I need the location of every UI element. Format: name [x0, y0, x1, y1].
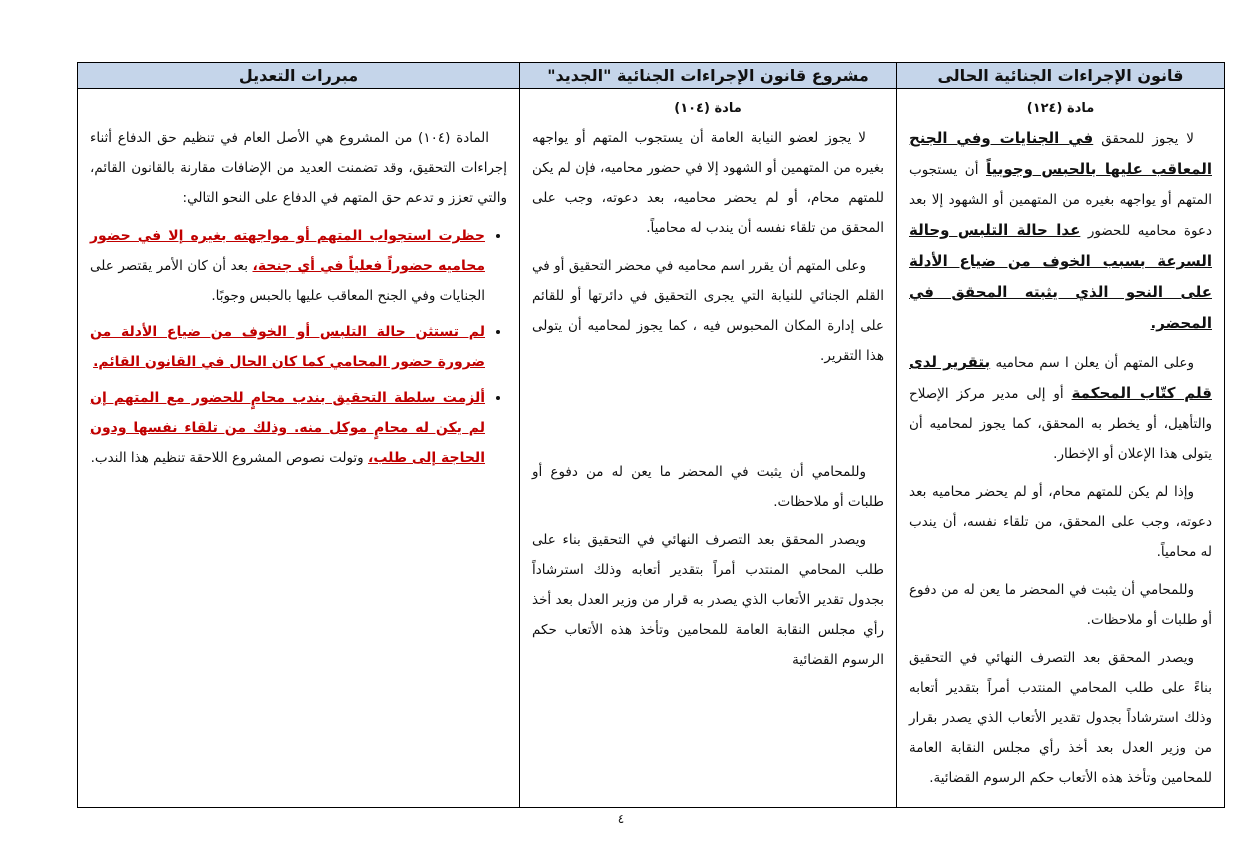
emphasis: لم تستثن حالة التلبس أو الخوف من ضياع الأدلة من ضرورة حضور المحامي كما كان الحال في القانون القائم. [90, 324, 485, 370]
comparison-table [77, 62, 1225, 808]
article-number: مادة (١٢٤) [1026, 101, 1095, 116]
table-header-row [78, 63, 1224, 89]
list-item: • حظرت استجواب المتهم أو مواجهته بغيره إلا في حضور محاميه حضوراً فعلياً في أي جنحة، بعد أن كان الأمر يقتصر على الجنايات وفي الجنح المعاقب عليها بالحبس وجوبًا. [90, 221, 485, 311]
paragraph: لا يجوز لعضو النيابة العامة أن يستجوب المتهم أو يواجهه بغيره من المتهمين أو الشهود إلا في حضور محاميه، فإن لم يكن للمتهم محام، أو لم يحضر محاميه، بعد دعوته، وجب على المحقق من تلقاء نفسه أن يندب له محامياً. [532, 130, 884, 236]
emphasis: حظرت استجواب المتهم أو مواجهته بغيره إلا في حضور محاميه حضوراً فعلياً في أي جنحة، [90, 228, 485, 274]
header-draft-law: مشروع قانون الإجراءات الجنائية "الجديد" [519, 63, 896, 88]
intro-paragraph: المادة (١٠٤) من المشروع هي الأصل العام في تنظيم حق الدفاع أثناء إجراءات التحقيق، وقد تضمنت العديد من الإضافات مقارنة بالقانون القائم، والتي تعزز و تدعم حق المتهم في الدفاع على النحو التالي: [90, 130, 507, 206]
justifications-cell [78, 89, 519, 807]
justification-list [90, 221, 507, 473]
header-current-law: قانون الإجراءات الجنائية الحالى [896, 63, 1224, 88]
emphasis: في الجنايات وفي الجنح المعاقب عليها بالحبس وجوبياً [909, 129, 1212, 178]
paragraph: ويصدر المحقق بعد التصرف النهائي في التحقيق بناءً على طلب المحامي المنتدب أمراً بتقدير أتعابه وذلك استرشاداً بجدول تقدير الأتعاب الذي يصدر بقرار من وزير العدل بعد أخذ رأي مجلس النقابة العامة للمحامين وتأخذ هذه الأتعاب حكم الرسوم القضائية. [909, 650, 1212, 786]
paragraph: ويصدر المحقق بعد التصرف النهائي في التحقيق بناء على طلب المحامي المنتدب أمراً بتقدير أتعابه وذلك استرشاداً بجدول تقدير الأتعاب الذي يصدر به قرار من وزير العدل بعد أخذ رأي مجلس النقابة العامة للمحامين وتأخذ هذه الأتعاب حكم الرسوم القضائية [532, 532, 884, 668]
draft-law-cell [519, 89, 896, 807]
paragraph: وللمحامي أن يثبت في المحضر ما يعن له من دفوع أو طلبات أو ملاحظات. [909, 582, 1212, 628]
current-law-cell [896, 89, 1224, 807]
paragraph: لا يجوز للمحقق في الجنايات وفي الجنح المعاقب عليها بالحبس وجوبياً أن يستجوب المتهم أو يواجهه بغيره من المتهمين أو الشهود إلا بعد دعوة محاميه للحضور عدا حالة التلبس وحالة السرعة بسبب الخوف من ضياع الأدلة على النحو الذي يثبته المحقق في المحضر. [909, 129, 1213, 332]
emphasis: بتقرير لدى قلم كتّاب المحكمة [909, 353, 1212, 402]
emphasis: ألزمت سلطة التحقيق بندب محامٍ للحضور مع المتهم إن لم يكن له محامٍ موكل منه. وذلك من تلقاء نفسها ودون الحاجة إلى طلب، [90, 390, 485, 466]
emphasis: عدا حالة التلبس وحالة السرعة بسبب الخوف من ضياع الأدلة على النحو الذي يثبته المحقق في المحضر. [909, 221, 1212, 332]
paragraph: وإذا لم يكن للمتهم محام، أو لم يحضر محاميه بعد دعوته، وجب على المحقق، من تلقاء نفسه، أن يندب له محامياً. [909, 484, 1212, 560]
table-body-row [78, 89, 1224, 807]
paragraph: وللمحامي أن يثبت في المحضر ما يعن له من دفوع أو طلبات أو ملاحظات. [532, 464, 884, 510]
header-justifications: مبررات التعديل [238, 66, 359, 85]
paragraph: وعلى المتهم أن يعلن ا سم محاميه بتقرير لدى قلم كتّاب المحكمة أو إلى مدير مركز الإصلاح والتأهيل، أو يخطر به المحقق، كما يجوز لمحاميه أن يتولى هذا الإعلان أو الإخطار. [909, 353, 1212, 462]
spacer [532, 379, 884, 457]
page-number: ٤ [617, 812, 625, 826]
article-number: مادة (١٠٤) [674, 101, 742, 116]
list-item [90, 317, 485, 377]
paragraph: وعلى المتهم أن يقرر اسم محاميه في محضر التحقيق أو في القلم الجنائي للنيابة التي يجرى التحقيق في دائرتها أو للقائم على إدارة المكان المحبوس فيه ، كما يجوز لمحاميه أن يتولى هذا التقرير. [532, 258, 884, 364]
list-item: • ألزمت سلطة التحقيق بندب محامٍ للحضور مع المتهم إن لم يكن له محامٍ موكل منه. وذلك من تلقاء نفسها ودون الحاجة إلى طلب، وتولت نصوص المشروع اللاحقة تنظيم هذا الندب. [90, 383, 485, 473]
